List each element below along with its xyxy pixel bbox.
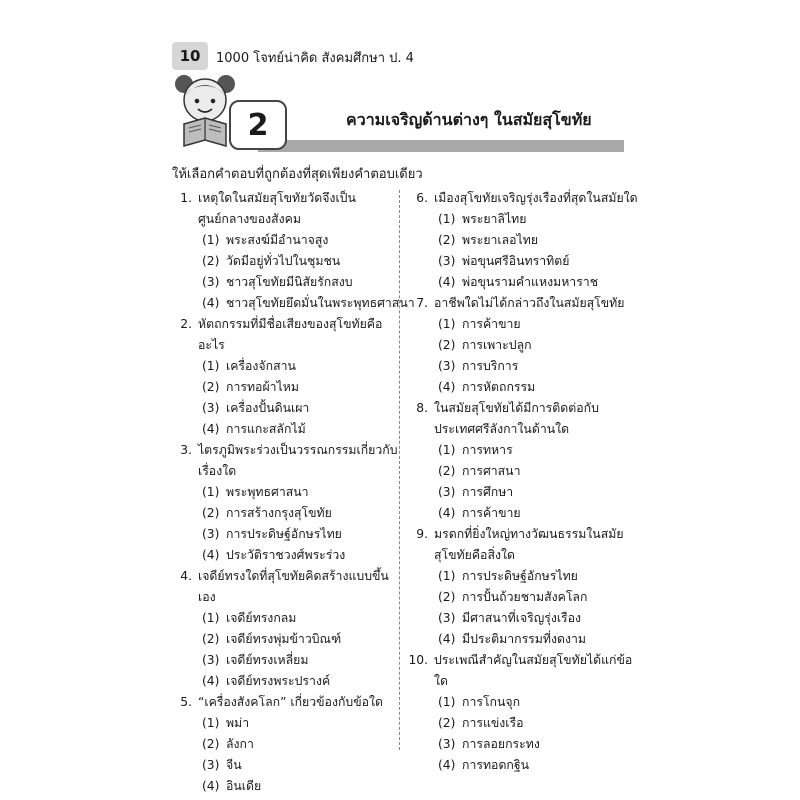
option-number: (1)	[438, 695, 456, 709]
question	[172, 188, 402, 230]
option-number: (1)	[202, 716, 220, 730]
option-text: การโกนจุก	[462, 695, 521, 709]
answer-option	[172, 419, 402, 440]
option-text: มีศาสนาที่เจริญรุ่งเรือง	[462, 611, 582, 625]
option-text: เครื่องจักสาน	[226, 359, 296, 373]
option-number: (4)	[202, 422, 220, 436]
option-number: (4)	[438, 758, 456, 772]
book-title: 1000 โจทย์น่าคิด สังคมศึกษา ป. 4	[216, 51, 414, 66]
answer-option	[172, 776, 402, 797]
answer-option	[408, 713, 638, 734]
option-number: (4)	[438, 632, 456, 646]
page-number: 10	[172, 42, 208, 70]
option-text: พระยาเลอไทย	[462, 233, 539, 247]
option-number: (2)	[202, 254, 220, 268]
answer-option	[172, 755, 402, 776]
option-number: (2)	[438, 716, 456, 730]
answer-option	[172, 272, 402, 293]
option-text: เจดีย์ทรงเหลี่ยม	[226, 653, 309, 667]
chapter-title: ความเจริญด้านต่างๆ ในสมัยสุโขทัย	[346, 110, 592, 129]
option-number: (2)	[438, 338, 456, 352]
answer-option	[172, 713, 402, 734]
option-number: (1)	[202, 611, 220, 625]
question-number: 5.	[180, 695, 192, 709]
option-number: (4)	[202, 296, 220, 310]
answer-option	[172, 356, 402, 377]
question-text: เมืองสุโขทัยเจริญรุ่งเรืองที่สุดในสมัยใด	[434, 191, 638, 205]
option-number: (4)	[202, 779, 220, 793]
answer-option	[408, 629, 638, 650]
option-text: เครื่องปั้นดินเผา	[226, 401, 310, 415]
answer-option	[172, 377, 402, 398]
option-number: (4)	[202, 674, 220, 688]
option-text: การค้าขาย	[462, 506, 521, 520]
option-number: (1)	[202, 233, 220, 247]
option-number: (4)	[202, 548, 220, 562]
option-text: เจดีย์ทรงพระปรางค์	[226, 674, 331, 688]
option-text: เจดีย์ทรงกลม	[226, 611, 297, 625]
answer-option	[172, 545, 402, 566]
answer-option	[408, 461, 638, 482]
answer-option	[172, 230, 402, 251]
question	[408, 650, 638, 692]
option-text: การทอผ้าไหม	[226, 380, 299, 394]
chapter-number: 2	[229, 100, 287, 150]
question-number: 7.	[416, 296, 428, 310]
answer-option	[408, 503, 638, 524]
answer-option	[408, 377, 638, 398]
option-text: การศึกษา	[462, 485, 514, 499]
answer-option	[408, 566, 638, 587]
option-text: อินเดีย	[226, 779, 262, 793]
option-number: (3)	[438, 254, 456, 268]
option-text: มีประติมากรรมที่งดงาม	[462, 632, 586, 646]
option-number: (2)	[202, 380, 220, 394]
option-text: การทหาร	[462, 443, 513, 457]
answer-option	[172, 608, 402, 629]
option-text: การปั้นถ้วยชามสังคโลก	[462, 590, 588, 604]
instruction-text: ให้เลือกคำตอบที่ถูกต้องที่สุดเพียงคำตอบเดียว	[172, 167, 423, 182]
option-text: พ่อขุนรามคำแหงมหาราช	[462, 275, 599, 289]
option-number: (2)	[438, 233, 456, 247]
question-text: เจดีย์ทรงใดที่สุโขทัยคิดสร้างแบบขึ้นเอง	[198, 569, 389, 604]
question-number: 1.	[180, 191, 192, 205]
answer-option	[408, 314, 638, 335]
answer-option	[408, 251, 638, 272]
answer-option	[172, 503, 402, 524]
option-text: การสร้างกรุงสุโขทัย	[226, 506, 332, 520]
answer-option	[408, 440, 638, 461]
question-number: 10.	[408, 653, 428, 667]
question-number: 3.	[180, 443, 192, 457]
answer-option	[408, 209, 638, 230]
option-number: (1)	[438, 317, 456, 331]
question	[408, 188, 638, 209]
option-number: (3)	[202, 275, 220, 289]
answer-option	[172, 293, 415, 314]
option-number: (1)	[438, 443, 456, 457]
option-number: (4)	[438, 275, 456, 289]
answer-option	[408, 734, 638, 755]
option-text: วัดมีอยู่ทั่วไปในชุมชน	[226, 254, 341, 268]
option-text: การค้าขาย	[462, 317, 521, 331]
option-number: (2)	[438, 590, 456, 604]
answer-option	[408, 692, 638, 713]
option-text: การประดิษฐ์อักษรไทย	[462, 569, 578, 583]
question	[408, 398, 638, 440]
option-text: ประวัติราชวงศ์พระร่วง	[226, 548, 346, 562]
question-text: หัตถกรรมที่มีชื่อเสียงของสุโขทัยคืออะไร	[198, 317, 383, 352]
answer-option	[172, 398, 402, 419]
question	[408, 293, 638, 314]
option-text: จีน	[226, 758, 242, 772]
answer-option	[408, 755, 638, 776]
answer-option	[172, 524, 402, 545]
option-text: การหัตถกรรม	[462, 380, 536, 394]
option-text: การเพาะปลูก	[462, 338, 532, 352]
question-text: เหตุใดในสมัยสุโขทัยวัดจึงเป็นศูนย์กลางของสังคม	[198, 191, 356, 226]
option-text: การบริการ	[462, 359, 519, 373]
option-number: (3)	[438, 611, 456, 625]
answer-option	[408, 608, 638, 629]
option-text: การประดิษฐ์อักษรไทย	[226, 527, 342, 541]
option-number: (3)	[438, 485, 456, 499]
answer-option	[172, 671, 402, 692]
question-text: ในสมัยสุโขทัยได้มีการติดต่อกับประเทศศรีลังกาในด้านใด	[434, 401, 599, 436]
answer-option	[172, 482, 402, 503]
option-number: (2)	[202, 737, 220, 751]
answer-option	[408, 587, 638, 608]
question	[172, 692, 402, 713]
option-number: (2)	[202, 632, 220, 646]
option-text: พ่อขุนศรีอินทราทิตย์	[462, 254, 570, 268]
questions-right-column	[408, 188, 638, 776]
option-text: ชาวสุโขทัยมีนิสัยรักสงบ	[226, 275, 353, 289]
option-number: (3)	[202, 758, 220, 772]
question-number: 6.	[416, 191, 428, 205]
option-text: พระพุทธศาสนา	[226, 485, 309, 499]
question	[172, 566, 402, 608]
option-number: (1)	[202, 359, 220, 373]
question-text: “เครื่องสังคโลก” เกี่ยวข้องกับข้อใด	[198, 695, 383, 709]
option-number: (2)	[202, 506, 220, 520]
question-number: 4.	[180, 569, 192, 583]
option-text: การลอยกระทง	[462, 737, 540, 751]
question-text: อาชีพใดไม่ได้กล่าวถึงในสมัยสุโขทัย	[434, 296, 625, 310]
option-text: พระยาลิไทย	[462, 212, 527, 226]
question-text: มรดกที่ยิ่งใหญ่ทางวัฒนธรรมในสมัยสุโขทัยคือสิ่งใด	[434, 527, 624, 562]
option-text: การทอดกฐิน	[462, 758, 530, 772]
question	[172, 314, 402, 356]
answer-option	[172, 251, 402, 272]
question-text: ไตรภูมิพระร่วงเป็นวรรณกรรมเกี่ยวกับเรื่องใด	[198, 443, 398, 478]
option-number: (3)	[202, 401, 220, 415]
option-number: (3)	[202, 527, 220, 541]
option-text: เจดีย์ทรงพุ่มข้าวบิณฑ์	[226, 632, 342, 646]
option-number: (3)	[438, 737, 456, 751]
option-number: (2)	[438, 464, 456, 478]
questions-left-column	[172, 188, 415, 797]
option-text: พม่า	[226, 716, 250, 730]
option-text: การศาสนา	[462, 464, 521, 478]
answer-option	[172, 650, 402, 671]
answer-option	[172, 629, 402, 650]
option-number: (1)	[202, 485, 220, 499]
option-number: (4)	[438, 380, 456, 394]
question-number: 9.	[416, 527, 428, 541]
question	[172, 440, 402, 482]
answer-option	[408, 272, 638, 293]
question-number: 2.	[180, 317, 192, 331]
answer-option	[408, 356, 638, 377]
option-text: การแข่งเรือ	[462, 716, 524, 730]
option-text: ชาวสุโขทัยยึดมั่นในพระพุทธศาสนา	[226, 296, 415, 310]
question-number: 8.	[416, 401, 428, 415]
answer-option	[408, 230, 638, 251]
option-number: (3)	[202, 653, 220, 667]
question	[408, 524, 638, 566]
option-text: ลังกา	[226, 737, 254, 751]
option-number: (1)	[438, 212, 456, 226]
answer-option	[408, 335, 638, 356]
option-number: (4)	[438, 506, 456, 520]
question-text: ประเพณีสำคัญในสมัยสุโขทัยได้แก่ข้อใด	[434, 653, 633, 688]
answer-option	[408, 482, 638, 503]
answer-option	[172, 734, 402, 755]
option-number: (3)	[438, 359, 456, 373]
option-number: (1)	[438, 569, 456, 583]
option-text: การแกะสลักไม้	[226, 422, 306, 436]
option-text: พระสงฆ์มีอำนาจสูง	[226, 233, 329, 247]
